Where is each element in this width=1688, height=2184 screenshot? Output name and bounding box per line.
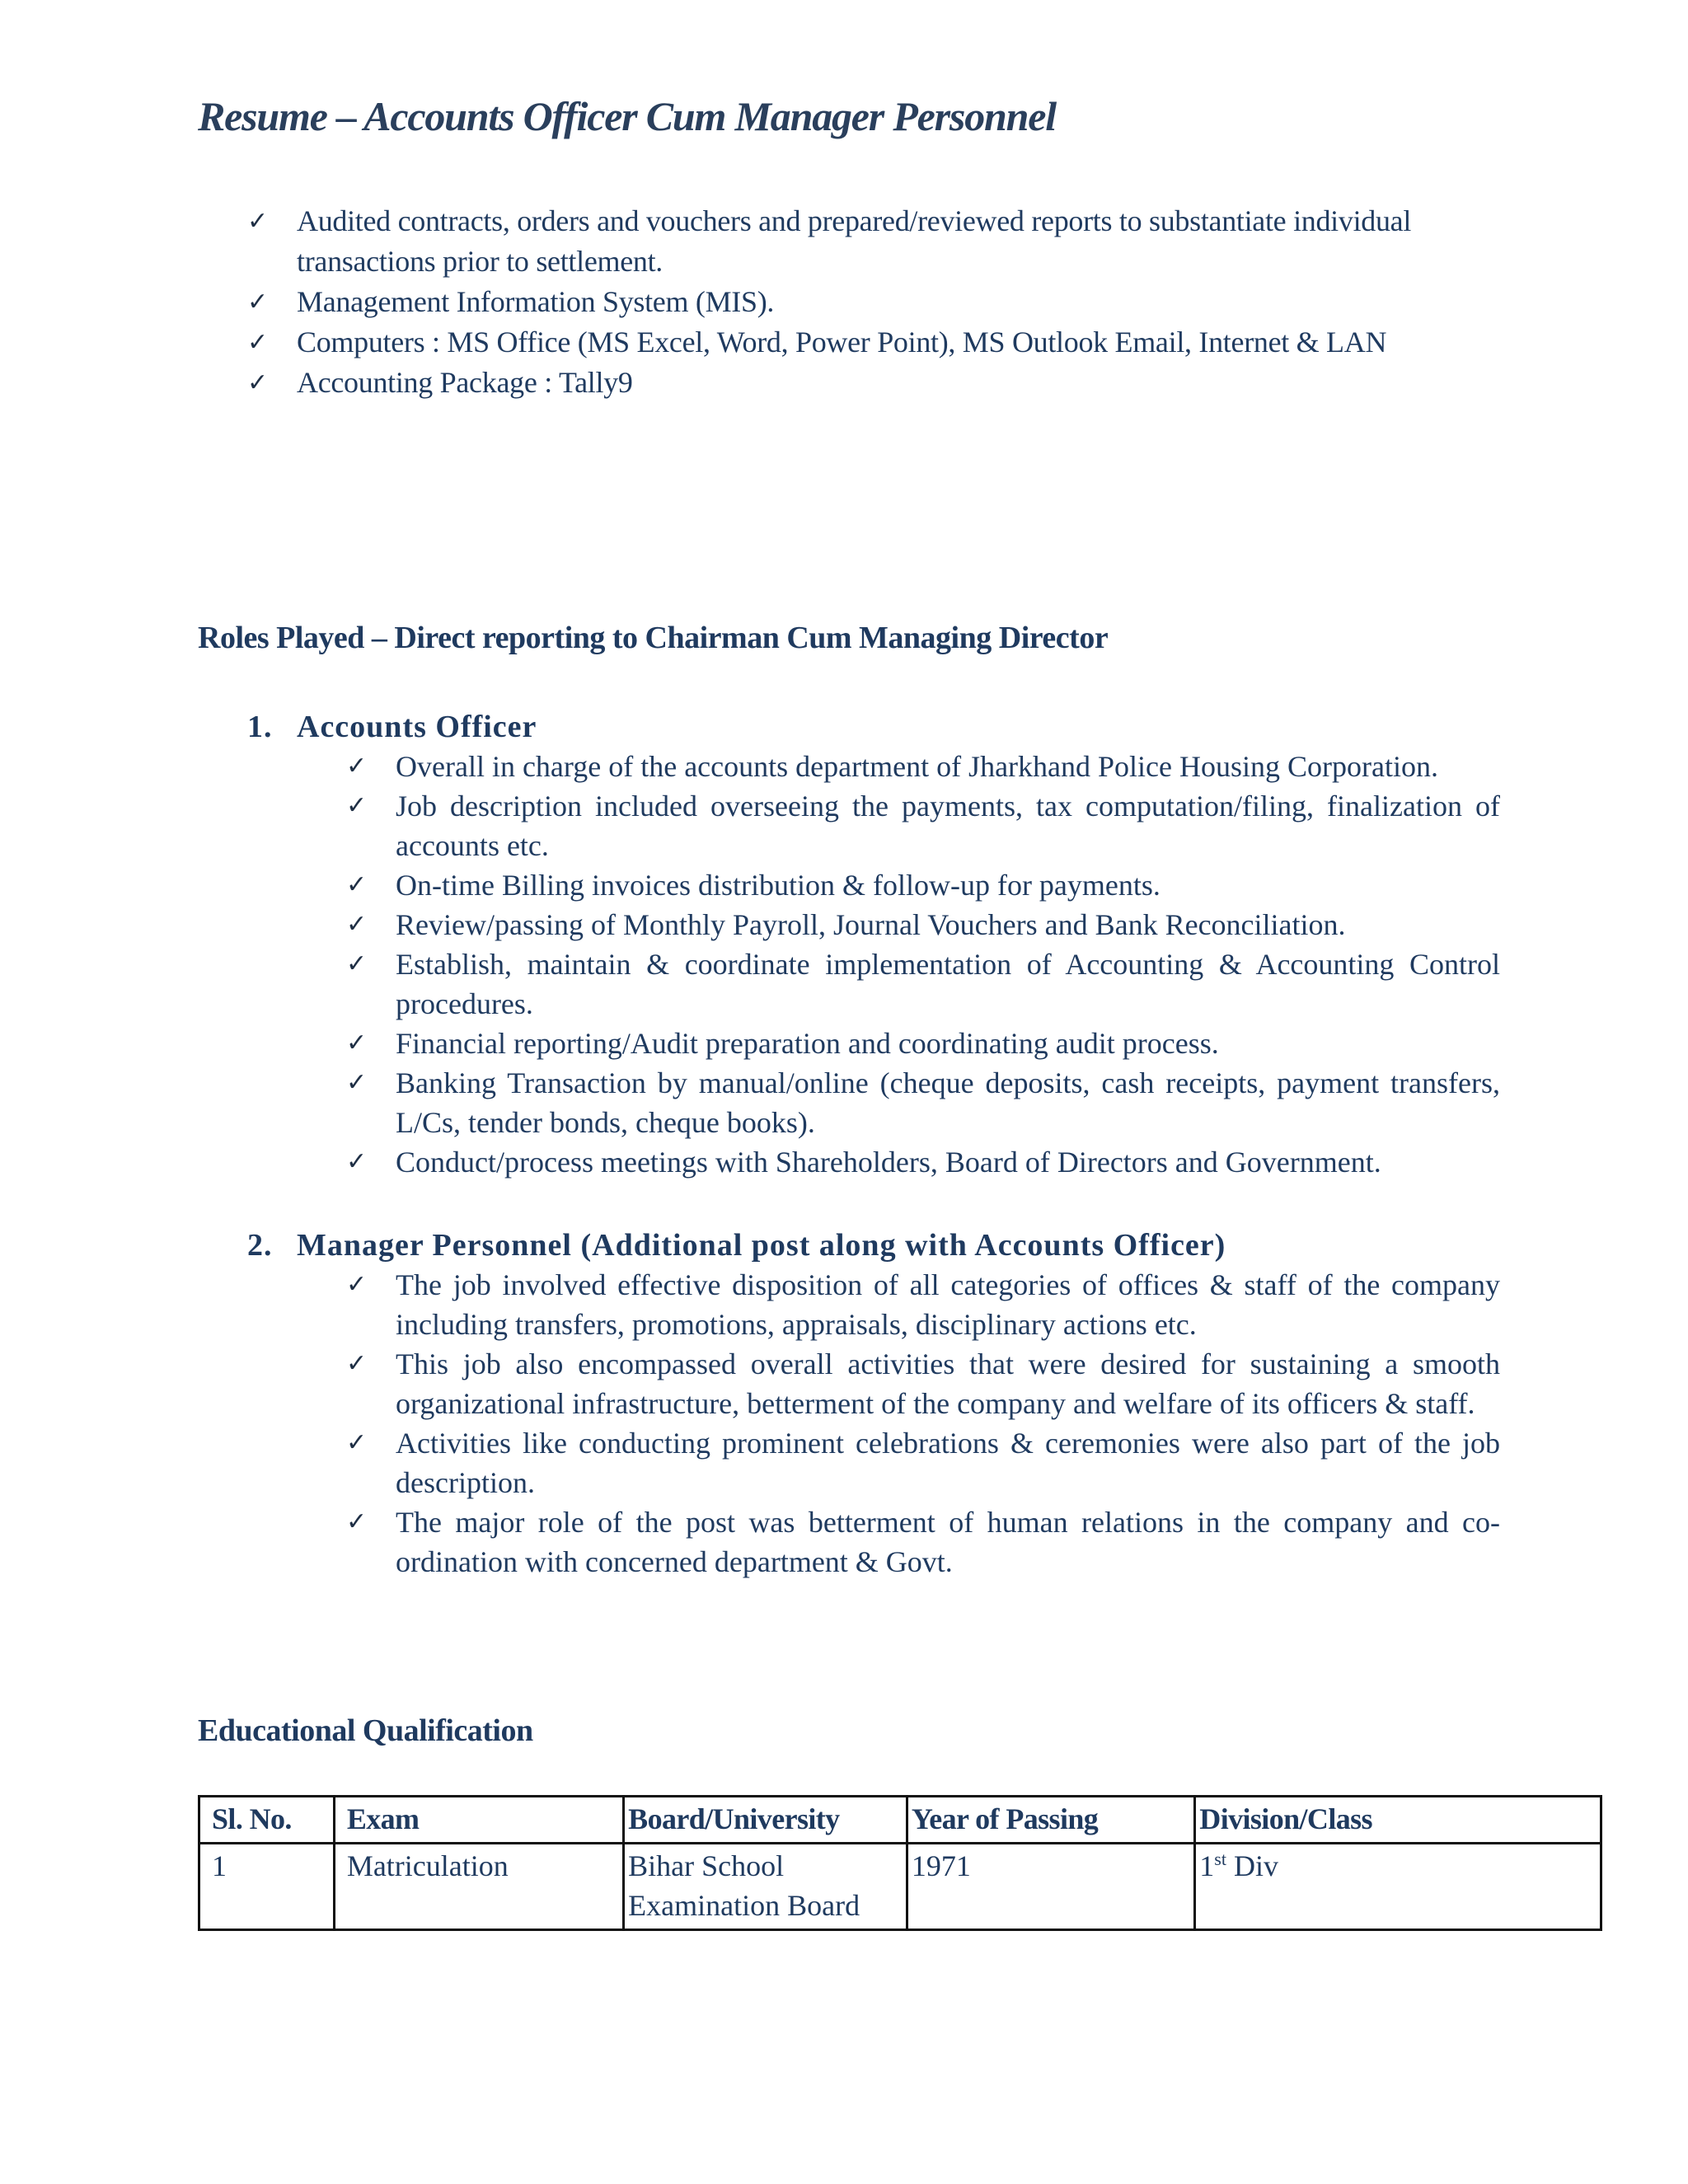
- list-item: [346, 1063, 1500, 1142]
- cell-division: [1195, 1844, 1601, 1930]
- header-division: Division/Class: [1195, 1797, 1601, 1844]
- cell-board: Bihar School Examination Board: [624, 1844, 907, 1930]
- check-mark-icon: ✓: [346, 1147, 368, 1176]
- list-item-text: Management Information System (MIS).: [297, 285, 775, 318]
- check-mark-icon: ✓: [247, 207, 268, 236]
- cell-year: 1971: [907, 1844, 1194, 1930]
- list-item: [346, 1024, 1500, 1063]
- role-duties-list: [346, 747, 1500, 1182]
- header-year: Year of Passing: [907, 1797, 1194, 1844]
- list-item: [247, 322, 1500, 363]
- check-mark-icon: ✓: [247, 288, 268, 316]
- role-title: [198, 1226, 1500, 1265]
- list-item: [346, 1142, 1500, 1182]
- list-item-text: Audited contracts, orders and vouchers and prepared/reviewed reports to substantiate individual transactions prior to settlement.: [297, 204, 1412, 278]
- check-mark-icon: ✓: [346, 870, 368, 899]
- list-item-text: Financial reporting/Audit preparation and coordinating audit process.: [396, 1027, 1219, 1060]
- list-item: [346, 1502, 1500, 1582]
- check-mark-icon: ✓: [346, 910, 368, 939]
- role-duties-list: [346, 1265, 1500, 1582]
- check-mark-icon: ✓: [346, 1270, 368, 1299]
- list-item-text: Establish, maintain & coordinate implementation of Accounting & Accounting Control procedures.: [396, 948, 1500, 1020]
- role-title-text: Accounts Officer: [297, 710, 537, 744]
- check-mark-icon: ✓: [346, 1507, 368, 1536]
- table-row: [199, 1844, 1601, 1930]
- education-table: [198, 1795, 1602, 1931]
- list-item-text: The major role of the post was betterment of human relations in the company and co-ordination with concerned department & Govt.: [396, 1506, 1500, 1578]
- check-mark-icon: ✓: [346, 1428, 368, 1457]
- cell-exam: Matriculation: [334, 1844, 623, 1930]
- page-title: Resume – Accounts Officer Cum Manager Personnel: [198, 93, 1056, 139]
- list-item: [346, 786, 1500, 865]
- role-number: 2.: [247, 1228, 273, 1263]
- list-item: [346, 865, 1500, 905]
- check-mark-icon: ✓: [346, 1029, 368, 1057]
- list-item-text: Activities like conducting prominent celebrations & ceremonies were also part of the job description.: [396, 1427, 1500, 1499]
- list-item: [346, 747, 1500, 786]
- header-board: Board/University: [624, 1797, 907, 1844]
- role-title-text: Manager Personnel (Additional post along with Accounts Officer): [297, 1228, 1226, 1263]
- list-item: [346, 905, 1500, 944]
- list-item-text: Review/passing of Monthly Payroll, Journal Vouchers and Bank Reconciliation.: [396, 908, 1346, 941]
- list-item-text: Overall in charge of the accounts department of Jharkhand Police Housing Corporation.: [396, 750, 1438, 783]
- check-mark-icon: ✓: [346, 791, 368, 820]
- role-manager-personnel: [198, 1226, 1500, 1582]
- check-mark-icon: ✓: [346, 949, 368, 978]
- list-item-text: Conduct/process meetings with Shareholders, Board of Directors and Government.: [396, 1146, 1381, 1179]
- list-item: [247, 201, 1500, 282]
- list-item-text: Computers : MS Office (MS Excel, Word, Power Point), MS Outlook Email, Internet & LAN: [297, 326, 1387, 359]
- cell-sl-no: 1: [199, 1844, 335, 1930]
- list-item-text: On-time Billing invoices distribution & follow-up for payments.: [396, 869, 1160, 902]
- header-exam: Exam: [334, 1797, 623, 1844]
- header-sl-no: Sl. No.: [199, 1797, 335, 1844]
- list-item: [247, 363, 1500, 403]
- check-mark-icon: ✓: [346, 1349, 368, 1378]
- list-item-text: The job involved effective disposition of all categories of offices & staff of the company including transfers, promotions, appraisals, disciplinary actions etc.: [396, 1268, 1500, 1341]
- education-heading: Educational Qualification: [198, 1713, 533, 1748]
- division-suffix: Div: [1226, 1849, 1278, 1882]
- role-title: [198, 707, 1500, 747]
- table-header-row: [199, 1797, 1601, 1844]
- check-mark-icon: ✓: [247, 368, 268, 397]
- list-item-text: Accounting Package : Tally9: [297, 366, 633, 399]
- list-item: [346, 944, 1500, 1024]
- list-item-text: Job description included overseeing the payments, tax computation/filing, finalization of accounts etc.: [396, 790, 1500, 862]
- skills-list: [247, 201, 1500, 403]
- role-number: 1.: [247, 710, 273, 744]
- list-item: [346, 1344, 1500, 1423]
- check-mark-icon: ✓: [247, 328, 268, 357]
- division-ordinal: st: [1214, 1849, 1226, 1869]
- list-item: [247, 282, 1500, 322]
- check-mark-icon: ✓: [346, 1068, 368, 1097]
- check-mark-icon: ✓: [346, 752, 368, 780]
- division-number: 1: [1199, 1849, 1215, 1882]
- list-item-text: This job also encompassed overall activities that were desired for sustaining a smooth organizational infrastructure, betterment of the company and welfare of its officers & staff.: [396, 1347, 1500, 1420]
- role-accounts-officer: [198, 707, 1500, 1182]
- list-item: [346, 1423, 1500, 1502]
- list-item-text: Banking Transaction by manual/online (cheque deposits, cash receipts, payment transfers, L/Cs, tender bonds, cheque books).: [396, 1066, 1500, 1139]
- roles-heading: Roles Played – Direct reporting to Chairman Cum Managing Director: [198, 621, 1109, 655]
- list-item: [346, 1265, 1500, 1344]
